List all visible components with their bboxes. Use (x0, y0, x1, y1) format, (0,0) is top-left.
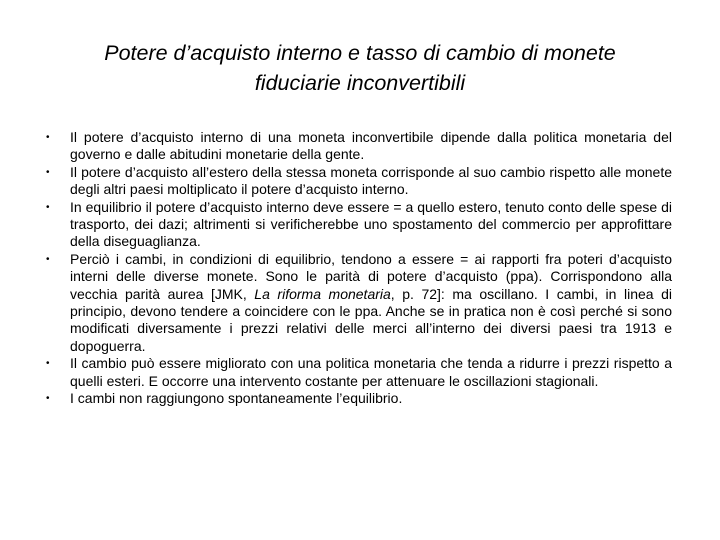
slide-title-line-2: fiduciarie inconvertibili (254, 71, 466, 95)
bullet-list (46, 129, 672, 408)
bullet-text: Il cambio può essere migliorato con una politica monetaria che tenda a ridurre i prezzi rispetto a quelli esteri. E occorre una intervento costante per attenuare le oscillazioni stagionali. (70, 355, 672, 389)
bullet-dot-icon: • (46, 132, 50, 143)
bullet-dot-icon: • (46, 253, 50, 265)
bullet-dot-icon: • (46, 358, 50, 370)
bullet-item (46, 251, 672, 355)
bullet-item (46, 390, 672, 407)
bullet-dot-icon: • (46, 393, 50, 405)
bullet-text: In equilibrio il potere d’acquisto interno deve essere = a quello estero, tenuto conto delle spese di trasporto, dei dazi; altrimenti si verificherebbe uno spostamento del commercio per approfittare della diseguaglianza. (70, 198, 672, 250)
book-title-italic: La riforma monetaria (254, 285, 391, 302)
bullet-text-part: , p. 72]: ma oscillano. I cambi, in linea di principio, devono tendere a coincidere con le ppa. Anche se in pratica non è così perché si sono modificati diversamente i prezzi relativi delle merci all’interno dei diversi paesi tra 1913 e dopoguerra. (70, 285, 673, 354)
bullet-text: Il potere d’acquisto interno di una moneta inconvertibile dipende dalla politica monetaria del governo e dalle abitudini monetarie della gente. (70, 129, 672, 163)
bullet-item (46, 164, 672, 199)
bullet-text: I cambi non raggiungono spontaneamente l’equilibrio. (70, 390, 403, 407)
slide-title (40, 38, 680, 98)
slide-title-line-1: Potere d’acquisto interno e tasso di cambio di monete (104, 41, 616, 65)
bullet-text (70, 251, 672, 355)
bullet-text: Il potere d’acquisto all’estero della stessa moneta corrisponde al suo cambio rispetto alle monete degli altri paesi moltiplicato il potere d’acquisto interno. (70, 163, 672, 198)
bullet-dot-icon: • (46, 166, 50, 178)
bullet-text-part: Perciò i cambi, in condizioni di equilibrio, tendono a essere = ai rapporti fra poteri d’acquisto interni delle diverse monete. Sono le parità di potere d’acquisto (ppa). Corrispondono alla vecchia parità aurea [JMK, (70, 250, 672, 302)
bullet-item (46, 355, 672, 390)
bullet-item (46, 199, 672, 251)
bullet-dot-icon: • (46, 201, 50, 213)
bullet-item (46, 129, 672, 164)
